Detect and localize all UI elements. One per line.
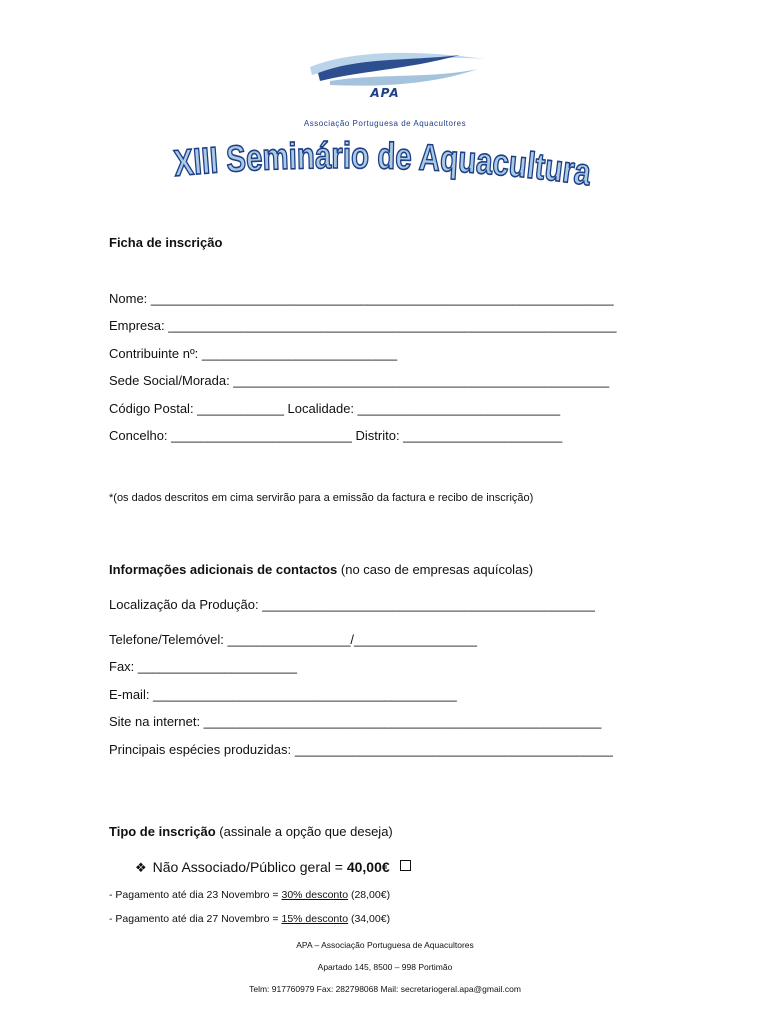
payment-line	[109, 889, 390, 901]
site-field[interactable]: Site na internet: _______________________________________________________	[109, 714, 602, 729]
payment-line	[109, 913, 390, 925]
registration-heading-bold: Tipo de inscrição	[109, 824, 216, 839]
contacts-heading-suffix: (no caso de empresas aquícolas)	[337, 562, 534, 577]
fax-field[interactable]: Fax: ______________________	[109, 659, 297, 674]
footer-address: Apartado 145, 8500 – 998 Portimão	[317, 962, 453, 972]
footer-contacts: Telm: 917760979 Fax: 282798068 Mail: secretariogeral.apa@gmail.com	[249, 984, 521, 994]
registration-heading	[109, 824, 393, 839]
event-title-text: XIII Seminário de Aquacultura	[172, 138, 598, 194]
empresa-field[interactable]: Empresa: ______________________________________________________________	[109, 318, 617, 333]
logo-text: APA	[370, 86, 400, 100]
payment-suffix: (28,00€)	[348, 889, 391, 901]
payment-discount: 15% desconto	[281, 913, 349, 925]
codigo-postal-field[interactable]: Código Postal: ____________ Localidade: ____________________________	[109, 401, 561, 416]
concelho-field[interactable]: Concelho: _________________________ Distrito: ______________________	[109, 428, 563, 443]
svg-text:XIII Seminário de Aquacultura	[172, 138, 598, 194]
registration-heading-suffix: (assinale a opção que deseja)	[215, 824, 393, 839]
option-nao-associado[interactable]	[135, 859, 411, 876]
form-note: *(os dados descritos em cima servirão para a emissão da factura e recibo de inscrição)	[109, 492, 534, 504]
email-field[interactable]: E-mail: __________________________________________	[109, 687, 457, 702]
association-name: Associação Portuguesa de Aquacultores	[303, 119, 467, 128]
option-price: 40,00€	[346, 859, 390, 875]
option-checkbox[interactable]	[400, 860, 411, 871]
footer-association: APA – Associação Portuguesa de Aquacultores	[296, 940, 474, 950]
payment-prefix: - Pagamento até dia 23 Novembro =	[109, 889, 282, 901]
payment-prefix: - Pagamento até dia 27 Novembro =	[109, 913, 282, 925]
localizacao-field[interactable]: Localização da Produção: ______________________________________________	[109, 597, 595, 612]
contacts-heading-bold: Informações adicionais de contactos	[109, 562, 338, 577]
telefone-field[interactable]: Telefone/Telemóvel: _________________/_________________	[109, 632, 477, 647]
option-label: Não Associado/Público geral =	[152, 859, 347, 875]
form-heading: Ficha de inscrição	[109, 235, 223, 250]
nome-field[interactable]: Nome: ________________________________________________________________	[109, 291, 614, 306]
diamond-bullet-icon: ❖	[135, 860, 147, 875]
contacts-heading	[109, 562, 533, 577]
payment-discount: 30% desconto	[281, 889, 349, 901]
especies-field[interactable]: Principais espécies produzidas: ____________________________________________	[109, 742, 613, 757]
contribuinte-field[interactable]: Contribuinte nº: ___________________________	[109, 346, 398, 361]
sede-field[interactable]: Sede Social/Morada: ____________________________________________________	[109, 373, 610, 388]
payment-suffix: (34,00€)	[348, 913, 391, 925]
event-title	[170, 138, 600, 198]
